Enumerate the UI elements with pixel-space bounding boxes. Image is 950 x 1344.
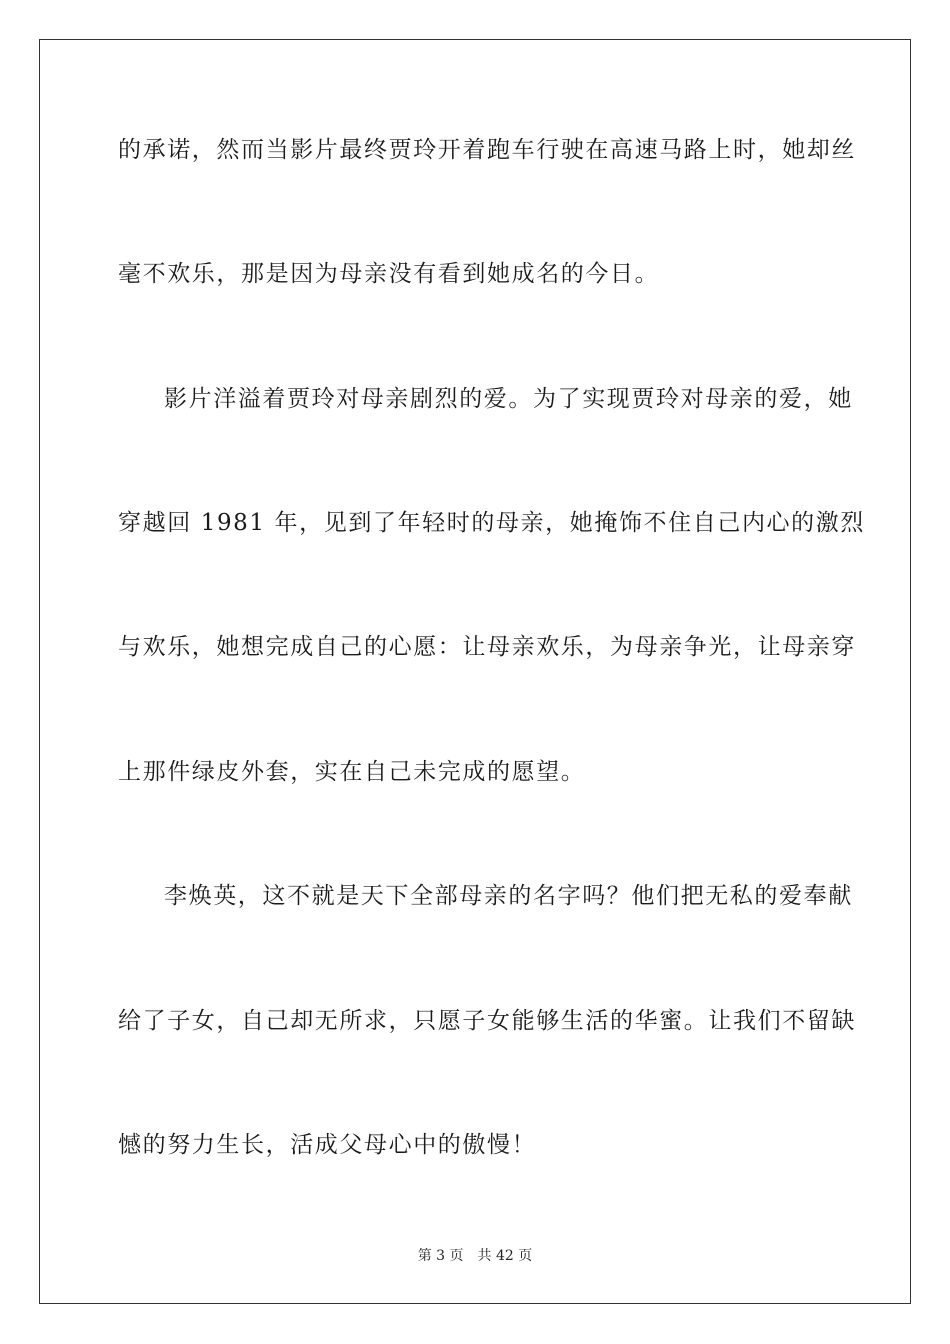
- body-text-line: 与欢乐，她想完成自己的心愿：让母亲欢乐，为母亲争光，让母亲穿: [118, 634, 856, 660]
- body-text-line: 穿越回 1981 年，见到了年轻时的母亲，她掩饰不住自己内心的激烈: [118, 510, 865, 536]
- page-border: [39, 39, 911, 1304]
- page-number: 第 3 页: [417, 1248, 464, 1264]
- body-text-line: 影片洋溢着贾玲对母亲剧烈的爱。为了实现贾玲对母亲的爱，她: [164, 386, 853, 412]
- body-text-line: 李焕英，这不就是天下全部母亲的名字吗？他们把无私的爱奉献: [164, 883, 853, 909]
- page-total: 共 42 页: [477, 1248, 533, 1264]
- body-text-line: 的承诺，然而当影片最终贾玲开着跑车行驶在高速马路上时，她却丝: [118, 137, 856, 163]
- body-text-line: 给了子女，自己却无所求，只愿子女能够生活的华蜜。让我们不留缺: [118, 1008, 856, 1034]
- body-text-line: 憾的努力生长，活成父母心中的傲慢！: [118, 1132, 537, 1158]
- body-text-line: 上那件绿皮外套，实在自己未完成的愿望。: [118, 759, 586, 785]
- page-footer: [0, 1247, 950, 1265]
- body-text-line: 毫不欢乐，那是因为母亲没有看到她成名的今日。: [118, 261, 660, 287]
